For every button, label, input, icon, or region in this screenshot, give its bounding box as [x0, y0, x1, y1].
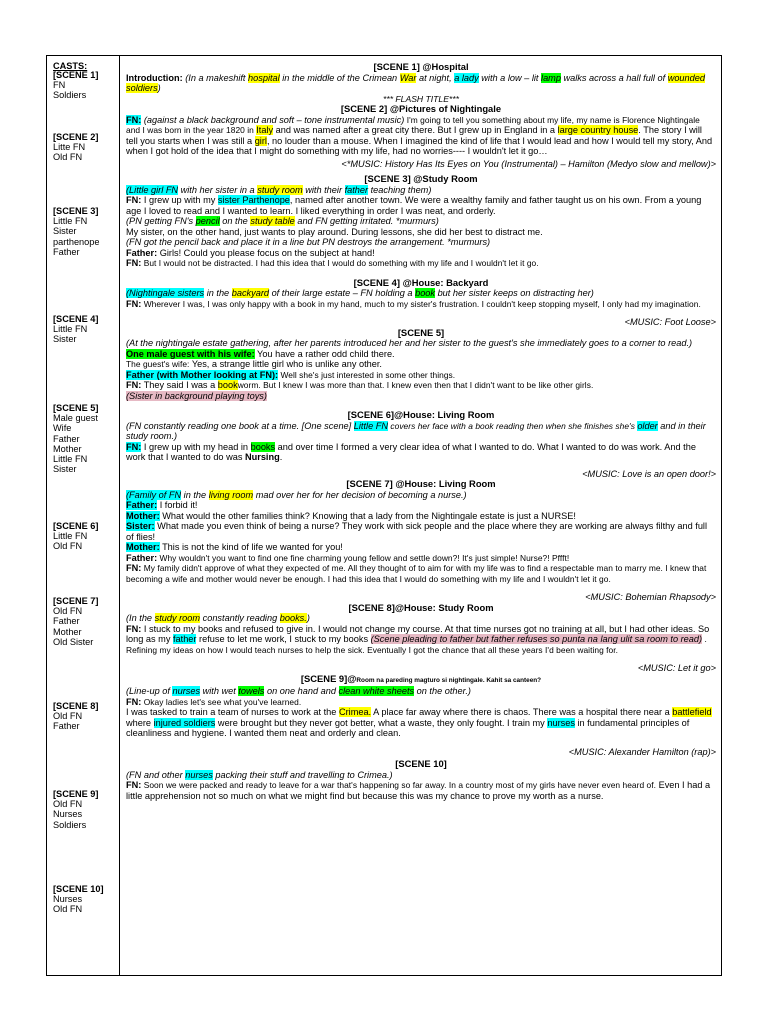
- scene-9-fn-line: FN: Okay ladies let's see what you've learned.: [126, 696, 302, 707]
- flash-title: *** FLASH TITLE***: [383, 93, 459, 104]
- cast-member: Old FN: [53, 711, 83, 722]
- cast-member: Father: [53, 616, 80, 627]
- cast-member: Old FN: [53, 799, 83, 810]
- scene-7-father-line-2: Father: Why wouldn't you want to find one fine charming young fellow and settle down?! It's just simple! Nurse?! Pffft!: [126, 552, 570, 563]
- cast-member: Little FN: [53, 531, 88, 542]
- scene-3-sister-line: My sister, on the other hand, just wants to play around. During lessons, she did her best to distract me.: [126, 226, 543, 237]
- cast-scene-label: [SCENE 5]: [53, 403, 99, 413]
- cast-member: Old Sister: [53, 636, 94, 647]
- cast-member: parthenope: [53, 236, 100, 247]
- cast-member: Father: [53, 246, 80, 257]
- cast-group: [53, 403, 119, 474]
- cast-member: Old FN: [53, 606, 83, 617]
- scene-4-music-cue: <MUSIC: Foot Loose>: [624, 317, 716, 327]
- scene-3-heading: [SCENE 3] @Study Room: [364, 173, 478, 184]
- cast-group: [53, 206, 119, 257]
- scene-6-fn-line: FN: I grew up with my head in books and over time I formed a very clear idea of what I wanted to do. What I wanted to do was work. And the work that I wanted to do was Nursing.: [126, 441, 696, 462]
- cast-group: [53, 789, 119, 830]
- cast-member: Soldiers: [53, 90, 87, 101]
- scene-2-heading: [SCENE 2] @Pictures of Nightingale: [340, 103, 502, 114]
- scene-10-fn-line: FN: Soon we were packed and ready to leave for a war that's happening so far away. In a country most of my girls have never even heard of. Even I had a little apprehension not so much on what we might find but because this was my chance to prove my worth as a nurse.: [126, 780, 711, 801]
- cast-member: FN: [53, 80, 66, 91]
- cast-scene-label: [SCENE 7]: [53, 596, 99, 606]
- cast-scene-label: [SCENE 2]: [53, 132, 99, 142]
- cast-member: Old FN: [53, 904, 83, 915]
- scene-7-heading: [SCENE 7] @House: Living Room: [346, 478, 496, 489]
- scene-1-intro: Introduction: (In a makeshift hospital in the middle of the Crimean War at night, a lady with a low – lit lamp walks across a hall full of wounded soldiers): [126, 72, 705, 93]
- scene-5-father-line: Father (with Mother looking at FN): Well she's just interested in some other things.: [126, 369, 456, 380]
- cast-member: Soldiers: [53, 819, 87, 830]
- scene-9-music-cue: <MUSIC: Alexander Hamilton (rap)>: [568, 746, 716, 757]
- cast-member: Male guest: [53, 413, 98, 424]
- scene-3-fn-line: FN: I grew up with my sister Parthenope, named after another town. We were a wealthy family and father taught us on his own. From a young age I loved to read and I wanted to learn. I liked everything in order I was neat, and orderly.: [126, 195, 702, 216]
- casts-title: CASTS:: [53, 61, 88, 71]
- cast-scene-label: [SCENE 6]: [53, 521, 99, 531]
- scene-7-direction: (Family of FN in the living room mad over her for her decision of becoming a nurse.): [126, 489, 467, 500]
- scene-9-narration: I was tasked to train a team of nurses to work at the Crimea. A place far away where there is chaos. There was a hospital there near a battlefield where injured soldiers were brought but they never got better, what a waste, they only fought. I train my nurses in fundamental principles of cleanliness and hygiene. I wanted them neat and orderly and clean.: [126, 707, 712, 738]
- scene-3-fn-line-2: FN: But I would not be distracted. I had this idea that I would do something with my life and I wouldn't let it go.: [126, 258, 539, 268]
- scene-1-heading: [SCENE 1] @Hospital: [373, 61, 469, 72]
- scene-6-heading: [SCENE 6]@House: Living Room: [347, 409, 495, 420]
- scene-5-guest-line: One male guest with his wife: You have a rather odd child there.: [126, 348, 395, 359]
- scene-3-direction-2: (PN getting FN's pencil on the study table and FN getting irritated. *murmurs): [126, 216, 439, 226]
- cast-member: Nurses: [53, 809, 83, 820]
- script-column: [126, 62, 716, 801]
- cast-group: [53, 314, 119, 345]
- scene-4-fn-line: FN: Wherever I was, I was only happy with a book in my hand, much to my sister's frustration. I couldn't keep stopping myself, I only had my imagination.: [126, 298, 701, 309]
- scene-8-heading: [SCENE 8]@House: Study Room: [348, 601, 494, 613]
- cast-member: Mother: [53, 443, 82, 454]
- cast-group: [53, 132, 119, 163]
- scene-7-sister-line: Sister: What made you even think of being a nurse? They work with sick people and the place where they are working are always filthy and full of flies!: [126, 521, 708, 542]
- scene-3-father-line: Father: Girls! Could you please focus on the subject at hand!: [126, 247, 375, 258]
- scene-4-direction: (Nightingale sisters in the backyard of their large estate – FN holding a book but her sister keeps on distracting her): [126, 288, 594, 298]
- scene-5-heading: [SCENE 5]: [397, 326, 445, 338]
- cast-member: Wife: [53, 423, 72, 434]
- scene-7-father-line: Father: I forbid it!: [126, 500, 198, 510]
- scene-2-fn-line: FN: (against a black background and soft – tone instrumental music) I'm going to tell you something about my life, my name is Florence Nightingale and I was born in the year 1820 in Italy and was named after a great city there. But I grew up in England in a large country house. The story I will tell you starts when I was still a girl, no louder than a mouse. When I imagined the kind of life that I would lead and how I would tell my story, And when I got hold of the idea that I might do something with my life, had no worries---- I wouldn't let it go…: [126, 114, 713, 156]
- cast-group: [53, 521, 119, 552]
- cast-member: Sister: [53, 464, 77, 475]
- cast-group: [53, 70, 119, 101]
- cast-member: Nurses: [53, 894, 83, 905]
- cast-member: Father: [53, 433, 80, 444]
- cast-member: Little FN: [53, 324, 88, 335]
- scene-5-direction: (At the nightingale estate gathering, after her parents introduced her and her sister to the guest's she immediately goes to a corner to read.): [126, 338, 693, 348]
- scene-3-direction-3: (FN got the pencil back and place it in a line but PN destroys the arrangement. *murmurs): [126, 237, 491, 247]
- scene-10-heading: [SCENE 10]: [395, 758, 447, 769]
- cast-group: [53, 701, 119, 732]
- scene-9-direction: (Line-up of nurses with wet towels on one hand and clean white sheets on the other.): [126, 686, 471, 696]
- cast-scene-label: [SCENE 8]: [53, 701, 99, 711]
- scene-7-music-cue: <MUSIC: Bohemian Rhapsody>: [585, 592, 716, 602]
- cast-member: Father: [53, 721, 80, 732]
- scene-5-sister-direction: (Sister in background playing toys): [126, 390, 267, 401]
- cast-scene-label: [SCENE 3]: [53, 206, 99, 216]
- script-table: [46, 55, 722, 976]
- cast-member: Mother: [53, 626, 82, 637]
- cast-scene-label: [SCENE 4]: [53, 314, 99, 324]
- cast-member: Old FN: [53, 541, 83, 552]
- casts-column: [47, 56, 120, 975]
- cast-member: Sister: [53, 226, 77, 237]
- cast-group: [53, 884, 119, 915]
- scene-7-mother-line-2: Mother: This is not the kind of life we wanted for you!: [126, 542, 343, 552]
- scene-4-heading: [SCENE 4] @House: Backyard: [353, 276, 489, 288]
- cast-scene-label: [SCENE 1]: [53, 70, 99, 80]
- scene-5-fn-line: FN: They said I was a bookworm. But I knew I was more than that. I knew even then that I didn't want to be like other girls.: [126, 380, 594, 390]
- scene-7-fn-line: FN: My family didn't approve of what they expected of me. All they thought of to aim for with my life was to find a respectable man to marry me. I knew that becoming a wife and mother would never be enough. I had this idea that I would do something with my life and I wouldn't let it go.: [126, 563, 707, 584]
- cast-scene-label: [SCENE 9]: [53, 789, 99, 799]
- scene-9-heading: [SCENE 9]@Room na pareding magturo si nightingale. Kahit sa canteen?: [300, 672, 542, 684]
- cast-member: Little FN: [53, 454, 88, 465]
- scene-10-direction: (FN and other nurses packing their stuff and travelling to Crimea.): [126, 769, 393, 780]
- scene-2-music-cue: <*MUSIC: History Has Its Eyes on You (Instrumental) – Hamilton (Medyo slow and mellow)>: [341, 158, 716, 169]
- cast-member: Sister: [53, 334, 77, 345]
- cast-member: Old FN: [53, 152, 83, 163]
- scene-8-music-cue: <MUSIC: Let it go>: [637, 663, 716, 673]
- scene-8-direction: (In the study room constantly reading books.): [126, 613, 310, 623]
- scene-6-direction: (FN constantly reading one book at a time. [One scene] Little FN covers her face with a book reading then when she finishes she's older and in their study room.): [126, 420, 706, 441]
- scene-6-music-cue: <MUSIC: Love is an open door!>: [582, 468, 716, 479]
- scene-7-mother-line: Mother: What would the other families think? Knowing that a lady from the Nightingale estate is just a NURSE!: [126, 510, 576, 521]
- cast-scene-label: [SCENE 10]: [53, 884, 104, 894]
- cast-member: Litte FN: [53, 142, 86, 153]
- scene-3-direction: (Little girl FN with her sister in a study room with their father teaching them): [126, 184, 432, 195]
- cast-group: [53, 596, 119, 647]
- scene-8-fn-line: FN: I stuck to my books and refused to give in. I would not change my course. At that time nurses got no training at all, but I had other ideas. So long as my father refuse to let me work, I stuck to my books (Scene pleading to father but father refuses so punta na lang ulit sa room to read) . Refining my ideas on how I would teach nurses to help the sick. Eventually I got the chance that all these years I'd been waiting for.: [126, 623, 710, 655]
- scene-5-wife-line: The guest's wife: Yes, a strange little girl who is unlike any other.: [126, 359, 382, 369]
- cast-member: Little FN: [53, 216, 88, 227]
